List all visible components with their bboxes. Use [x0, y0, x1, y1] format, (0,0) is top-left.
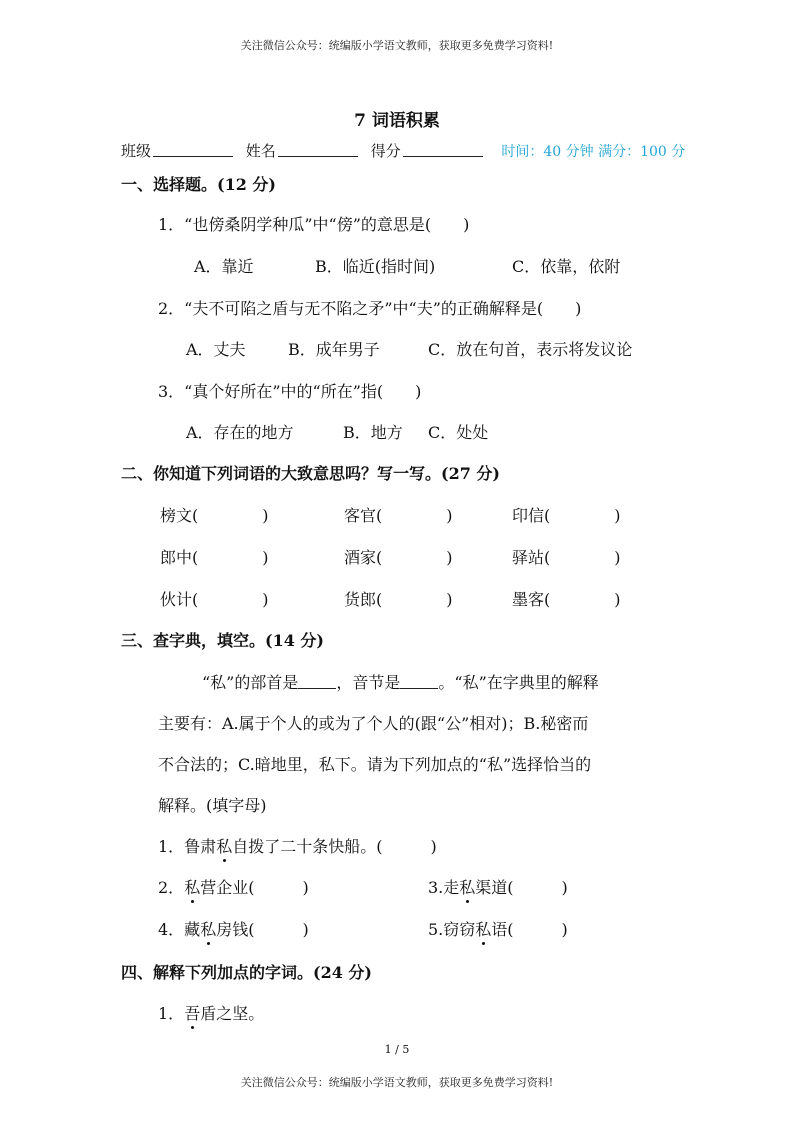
footer-note: 关注微信公众号：统编版小学语文教师，获取更多免费学习资料!: [240, 1076, 554, 1089]
s3-item-2[interactable]: [158, 875, 309, 898]
name-label: 姓名: [245, 142, 276, 160]
q3-option-a[interactable]: A．存在的地方: [186, 423, 294, 442]
item-text: 2．: [158, 878, 185, 897]
score-label: 得分: [370, 142, 401, 160]
s3-item-1[interactable]: [158, 834, 437, 857]
section-1-heading: 一、选择题。(12 分): [121, 175, 276, 194]
section-4-heading: 四、解释下列加点的字词。(24 分): [121, 963, 372, 982]
q2-option-b[interactable]: B．成年男子: [288, 340, 380, 359]
dotted-char: 私: [200, 917, 216, 940]
vocab-item[interactable]: 榜文( ): [160, 506, 269, 525]
vocab-item[interactable]: 伙计( ): [160, 590, 269, 609]
item-text: 1．: [158, 1004, 185, 1023]
item-text: 1．鲁肃: [158, 837, 217, 856]
dotted-char: 私: [459, 875, 475, 898]
header-note: 关注微信公众号：统编版小学语文教师，获取更多免费学习资料!: [240, 39, 554, 52]
s4-item-1[interactable]: [158, 1001, 264, 1024]
vocab-row: [160, 587, 640, 611]
q3-option-c[interactable]: C．处处: [428, 423, 489, 442]
item-text: 自拨了二十条快船。( ): [232, 837, 437, 856]
vocab-item[interactable]: 印信( ): [512, 506, 621, 525]
s3-paragraph-line-3: 不合法的；C.暗地里，私下。请为下列加点的“私”选择恰当的: [158, 755, 592, 774]
q3-text: 3．“真个好所在”中的“所在”指( ): [158, 382, 422, 401]
syllable-blank[interactable]: [400, 674, 438, 689]
vocab-row: [160, 545, 640, 569]
s3-paragraph-line-2: 主要有：A.属于个人的或为了个人的(跟“公”相对)；B.秘密而: [158, 714, 589, 733]
page-number: 1 / 5: [384, 1043, 410, 1056]
q1-text: 1．“也傍桑阴学种瓜”中“傍”的意思是( ): [158, 215, 470, 234]
s3-paragraph-line-1: [202, 670, 599, 693]
vocab-item[interactable]: 酒家( ): [344, 548, 453, 567]
s3-item-5[interactable]: [428, 917, 568, 940]
s3-paragraph-line-4: 解释。(填字母): [158, 796, 267, 815]
item-text: 房钱( ): [216, 920, 309, 939]
info-line: [121, 140, 685, 161]
item-text: 营企业( ): [200, 878, 309, 897]
class-label: 班级: [121, 142, 152, 160]
dotted-char: 私: [216, 834, 232, 857]
item-text: 语( ): [491, 920, 568, 939]
q3-option-b[interactable]: B．地方: [343, 423, 403, 442]
item-text: 渠道( ): [475, 878, 568, 897]
item-text: 5.窃窃: [428, 920, 476, 939]
page-title: 7 词语积累: [354, 111, 440, 131]
vocab-item[interactable]: 墨客( ): [512, 590, 621, 609]
time-score-note: 时间：40 分钟 满分：100 分: [501, 144, 686, 160]
s3-text: ，音节是: [336, 673, 401, 692]
q1-option-c[interactable]: C．依靠，依附: [512, 257, 621, 276]
item-text: 3.走: [428, 878, 460, 897]
s3-text: “私”的部首是: [202, 673, 299, 692]
vocab-item[interactable]: 货郎( ): [344, 590, 453, 609]
s3-item-4[interactable]: [158, 917, 309, 940]
dotted-char: 私: [184, 875, 200, 898]
dotted-char: 私: [475, 917, 491, 940]
section-3-heading: 三、查字典，填空。(14 分): [121, 631, 324, 650]
name-blank[interactable]: [278, 142, 358, 157]
vocab-row: [160, 503, 640, 527]
q2-text: 2．“夫不可陷之盾与无不陷之矛”中“夫”的正确解释是( ): [158, 299, 582, 318]
q1-option-b[interactable]: B．临近(指时间): [315, 257, 436, 276]
item-text: 4．藏: [158, 920, 201, 939]
class-blank[interactable]: [153, 142, 233, 157]
s3-item-3[interactable]: [428, 875, 568, 898]
item-text: 盾之坚。: [200, 1004, 265, 1023]
q2-option-a[interactable]: A．丈夫: [186, 340, 246, 359]
vocab-item[interactable]: 客官( ): [344, 506, 453, 525]
section-2-heading: 二、你知道下列词语的大致意思吗？写一写。(27 分): [121, 464, 500, 483]
score-blank[interactable]: [403, 142, 483, 157]
s3-text: 。“私”在字典里的解释: [438, 673, 599, 692]
q1-option-a[interactable]: A．靠近: [194, 257, 254, 276]
vocab-item[interactable]: 郎中( ): [160, 548, 269, 567]
q2-option-c[interactable]: C．放在句首，表示将发议论: [428, 340, 633, 359]
vocab-item[interactable]: 驿站( ): [512, 548, 621, 567]
dotted-char: 吾: [184, 1001, 200, 1024]
radical-blank[interactable]: [298, 674, 336, 689]
